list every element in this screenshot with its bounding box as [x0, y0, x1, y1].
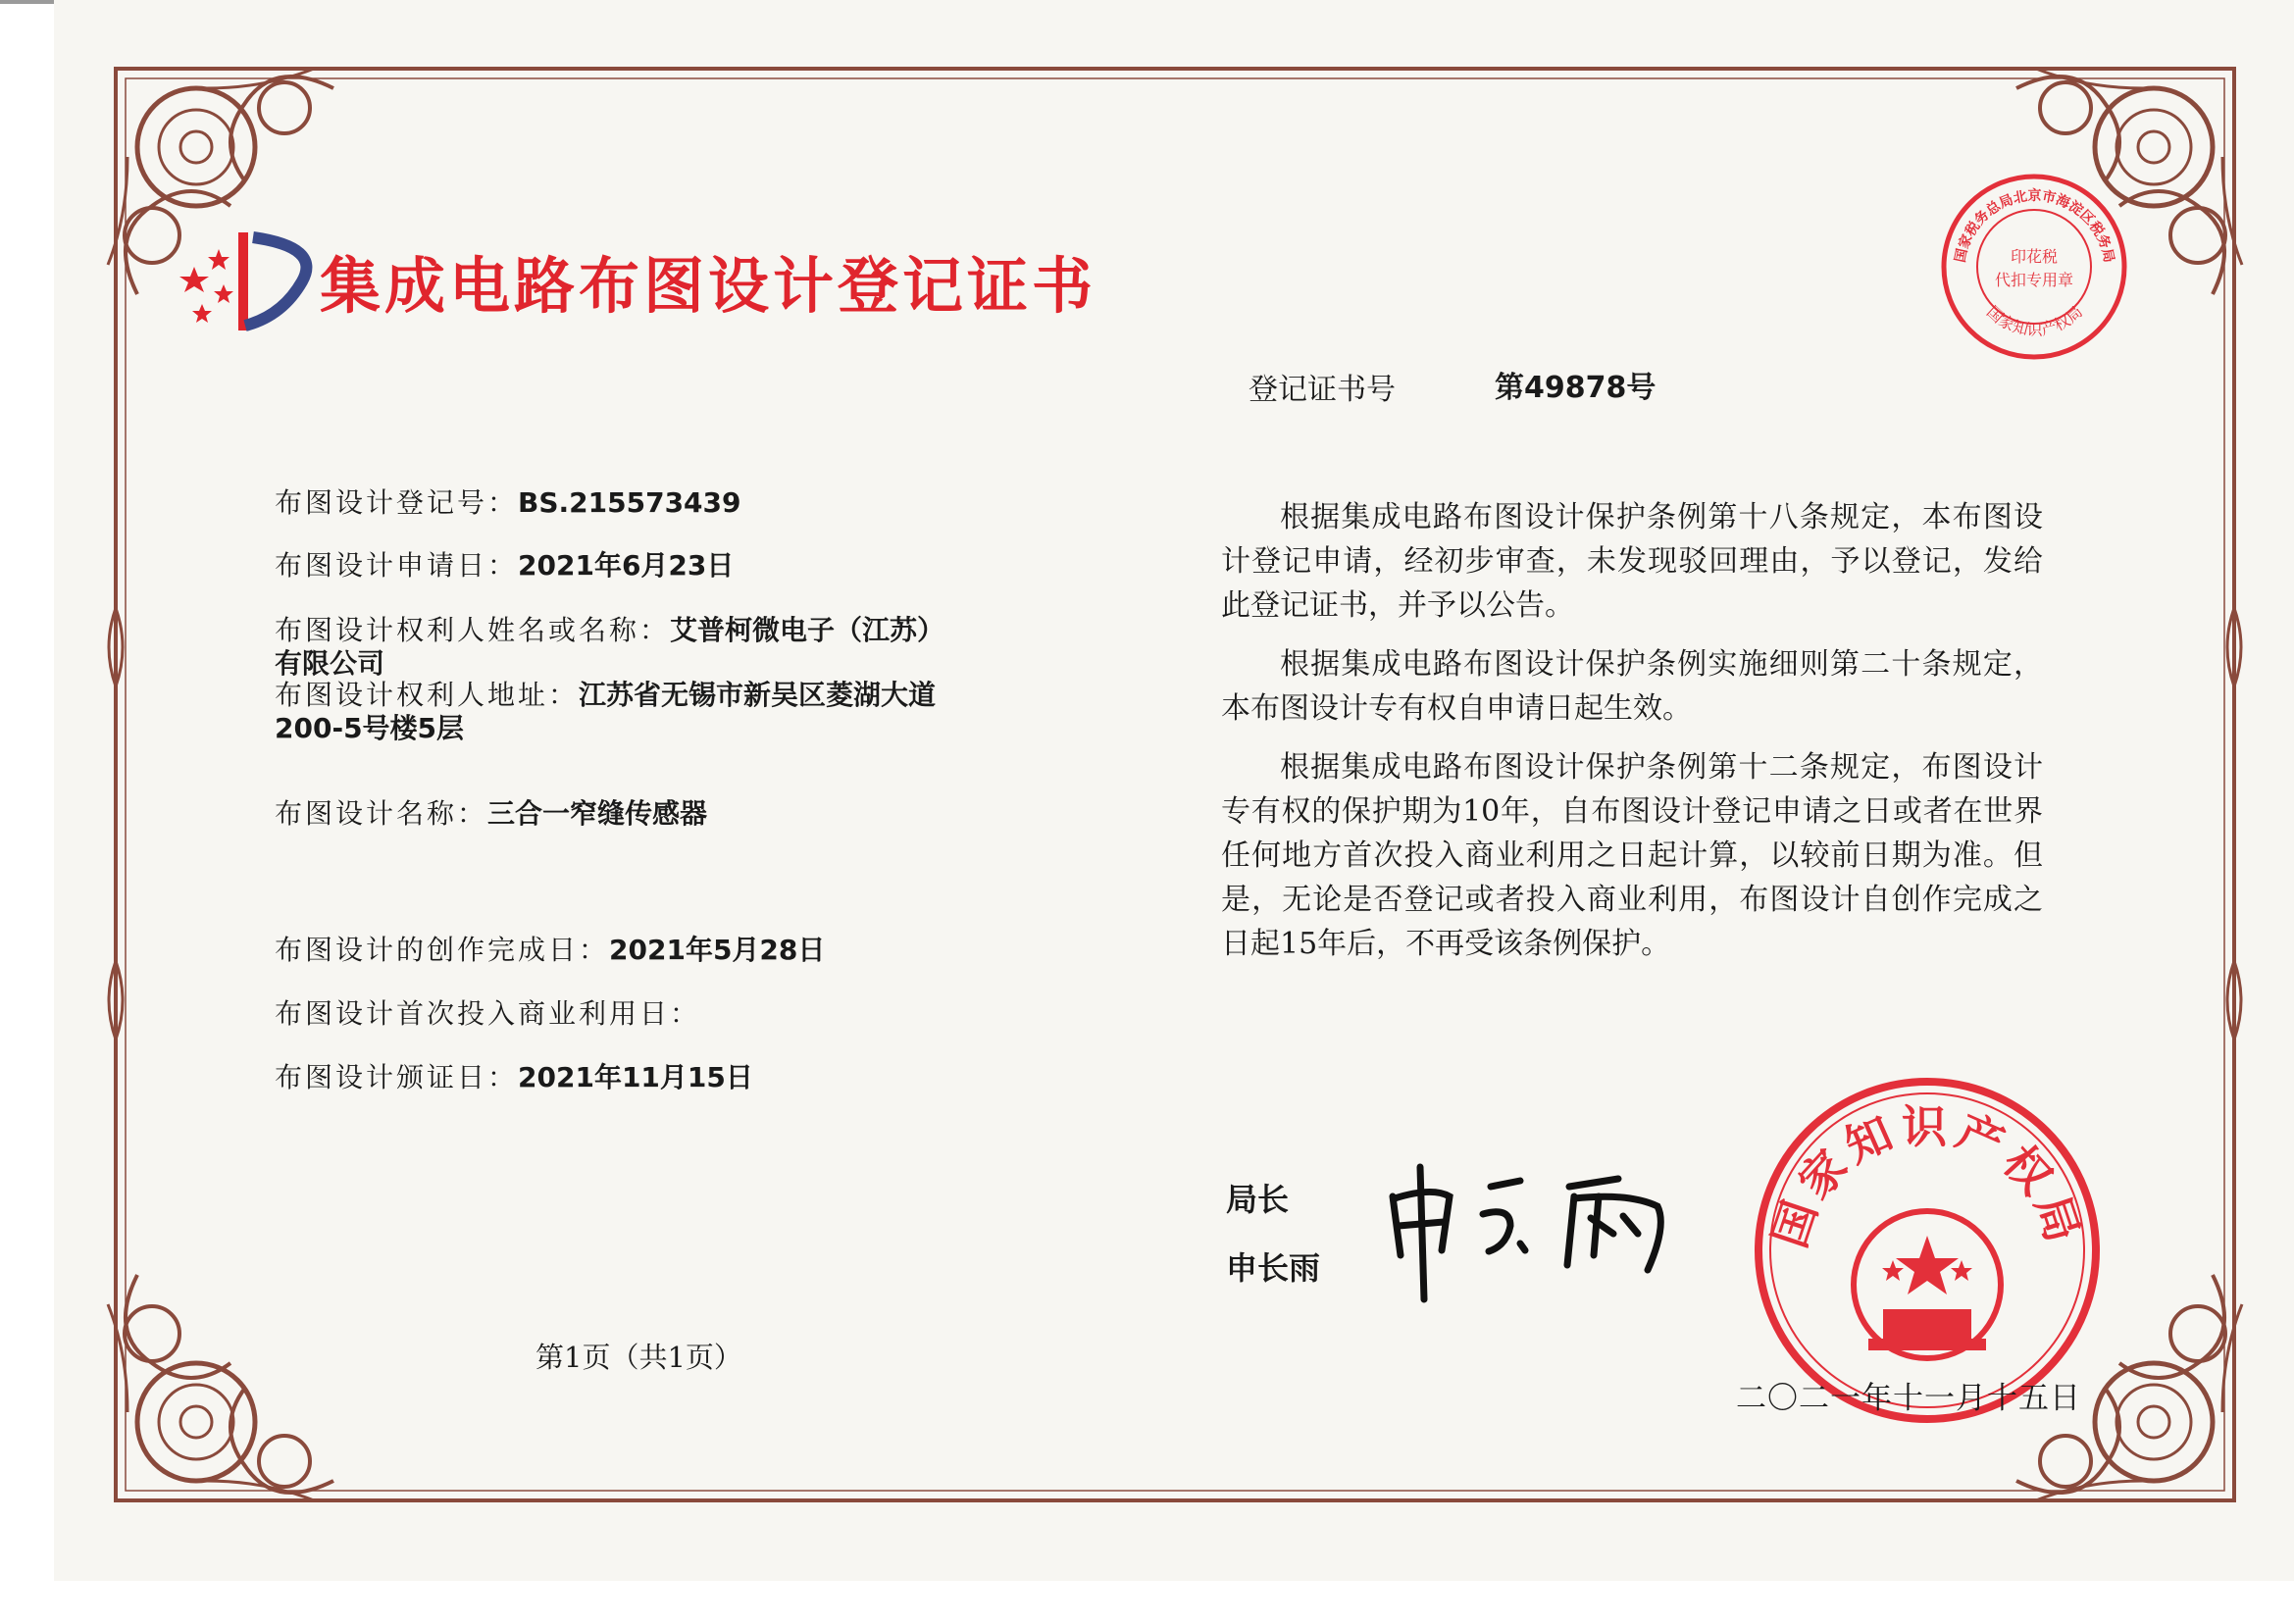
issue-date-chinese: 二〇二一年十一月十五日	[1736, 1381, 2081, 1416]
rights-holder-address-field	[275, 679, 951, 745]
field-label: 布图设计登记号：	[275, 486, 519, 519]
seal-center-text-2: 代扣专用章	[1994, 271, 2074, 289]
field-label: 布图设计申请日：	[275, 549, 519, 582]
legal-paragraph-3: 根据集成电路布图设计保护条例第十二条规定，布图设计专有权的保护期为10年，自布图设计登记申请之日或者在世界任何地方首次投入商业利用之日起计算，以较前日期为准。但是，无论是否登记或者投入商业利用，布图设计自创作完成之日起15年后，不再受该条例保护。	[1221, 750, 2043, 961]
first-commercial-use-date-field	[275, 997, 700, 1031]
certificate-title: 集成电路布图设计登记证书	[320, 250, 1097, 322]
field-value: 艾普柯微电子（江苏）有限公司	[275, 614, 945, 680]
director-signature	[1373, 1157, 1687, 1304]
field-label: 布图设计权利人地址：	[275, 679, 580, 711]
stamp-duty-seal	[1939, 172, 2130, 363]
legal-paragraph-1: 根据集成电路布图设计保护条例第十八条规定，本布图设计登记申请，经初步审查，未发现驳回理由，予以登记，发给此登记证书，并予以公告。	[1221, 500, 2043, 623]
certificate-number-value: 第49878号	[1495, 371, 1657, 405]
field-label: 布图设计名称：	[275, 797, 488, 830]
field-label: 布图设计颁证日：	[275, 1061, 519, 1093]
field-value: 2021年5月28日	[609, 934, 826, 966]
field-label: 布图设计权利人姓名或名称：	[275, 614, 671, 646]
director-title: 局长	[1226, 1181, 1290, 1218]
creation-date-field	[275, 934, 825, 967]
page-number: 第1页（共1页）	[535, 1341, 742, 1374]
application-date-field	[275, 549, 734, 583]
seal-bottom-text: 国家知识产权局	[1983, 302, 2086, 339]
field-value: 2021年6月23日	[518, 549, 735, 582]
field-label: 布图设计首次投入商业利用日：	[275, 997, 701, 1030]
field-label: 布图设计的创作完成日：	[275, 934, 610, 966]
field-value: 江苏省无锡市新吴区菱湖大道200-5号楼5层	[275, 679, 937, 744]
seal-text: 国家知识产权局	[1762, 1100, 2092, 1254]
director-name: 申长雨	[1226, 1249, 1321, 1287]
layout-design-name-field	[275, 797, 707, 831]
issue-date-field	[275, 1061, 753, 1094]
field-value: 三合一窄缝传感器	[487, 797, 708, 830]
ic-layout-logo-icon	[175, 228, 322, 335]
field-value: 2021年11月15日	[518, 1061, 753, 1093]
rights-holder-name-field	[275, 614, 951, 681]
registration-number-field	[275, 486, 741, 520]
svg-text:国家知识产权局	[1983, 302, 2086, 339]
seal-ring-text: 国家税务总局北京市海淀区税务局	[1952, 188, 2117, 265]
seal-center-text-1: 印花税	[2010, 247, 2059, 266]
legal-paragraph-2: 根据集成电路布图设计保护条例实施细则第二十条规定，本布图设计专有权自申请日起生效。	[1221, 647, 2043, 726]
certificate-number-label: 登记证书号	[1249, 373, 1396, 407]
field-value: BS.215573439	[518, 486, 741, 519]
